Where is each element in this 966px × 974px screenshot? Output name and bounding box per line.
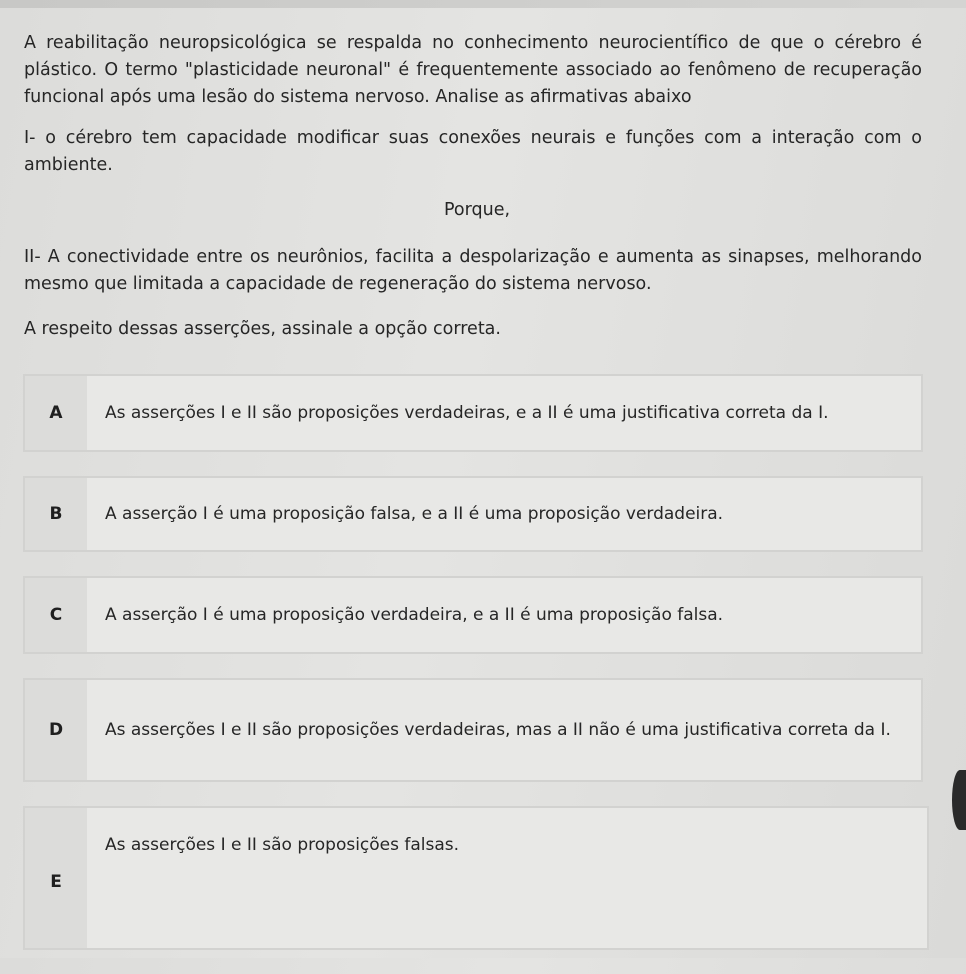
option-letter: B [25, 478, 87, 550]
top-strip [0, 0, 966, 8]
option-text: As asserções I e II são proposições falsas. [105, 835, 460, 855]
question-intro: A reabilitação neuropsicológica se respalda no conhecimento neurocientífico de que o cérebro é plástico. O termo "plasticidade neuronal" é frequentemente associado ao fenômeno de recuperação funcional após uma lesão do sistema nervoso. Analise as afirmativas abaixo [24, 33, 922, 107]
option-a[interactable] [23, 374, 923, 452]
option-letter: A [25, 376, 87, 450]
assertion-i: I- o cérebro tem capacidade modificar suas conexões neurais e funções com a interação com o ambiente. [24, 128, 922, 175]
connector-text: Porque, [443, 200, 511, 220]
answer-options [23, 374, 923, 974]
option-b[interactable] [23, 476, 923, 552]
assertion-ii: II- A conectividade entre os neurônios, facilita a despolarização e aumenta as sinapses, melhorando mesmo que limitada a capacidade de regeneração do sistema nervoso. [24, 247, 922, 294]
question-prompt: A respeito dessas asserções, assinale a opção correta. [24, 319, 501, 339]
edge-shadow [952, 770, 966, 830]
option-c[interactable] [23, 576, 923, 654]
option-letter: E [25, 808, 87, 948]
option-letter: D [25, 680, 87, 780]
option-text: As asserções I e II são proposições verdadeiras, mas a II não é uma justificativa correta da I. [105, 719, 891, 740]
option-d[interactable] [23, 678, 923, 782]
option-e[interactable] [23, 806, 929, 950]
option-letter: C [25, 578, 87, 652]
option-text: A asserção I é uma proposição verdadeira, e a II é uma proposição falsa. [105, 604, 724, 625]
option-text: A asserção I é uma proposição falsa, e a II é uma proposição verdadeira. [105, 503, 724, 524]
option-text: As asserções I e II são proposições verdadeiras, e a II é uma justificativa correta da I. [105, 402, 829, 423]
question-block [24, 30, 922, 343]
